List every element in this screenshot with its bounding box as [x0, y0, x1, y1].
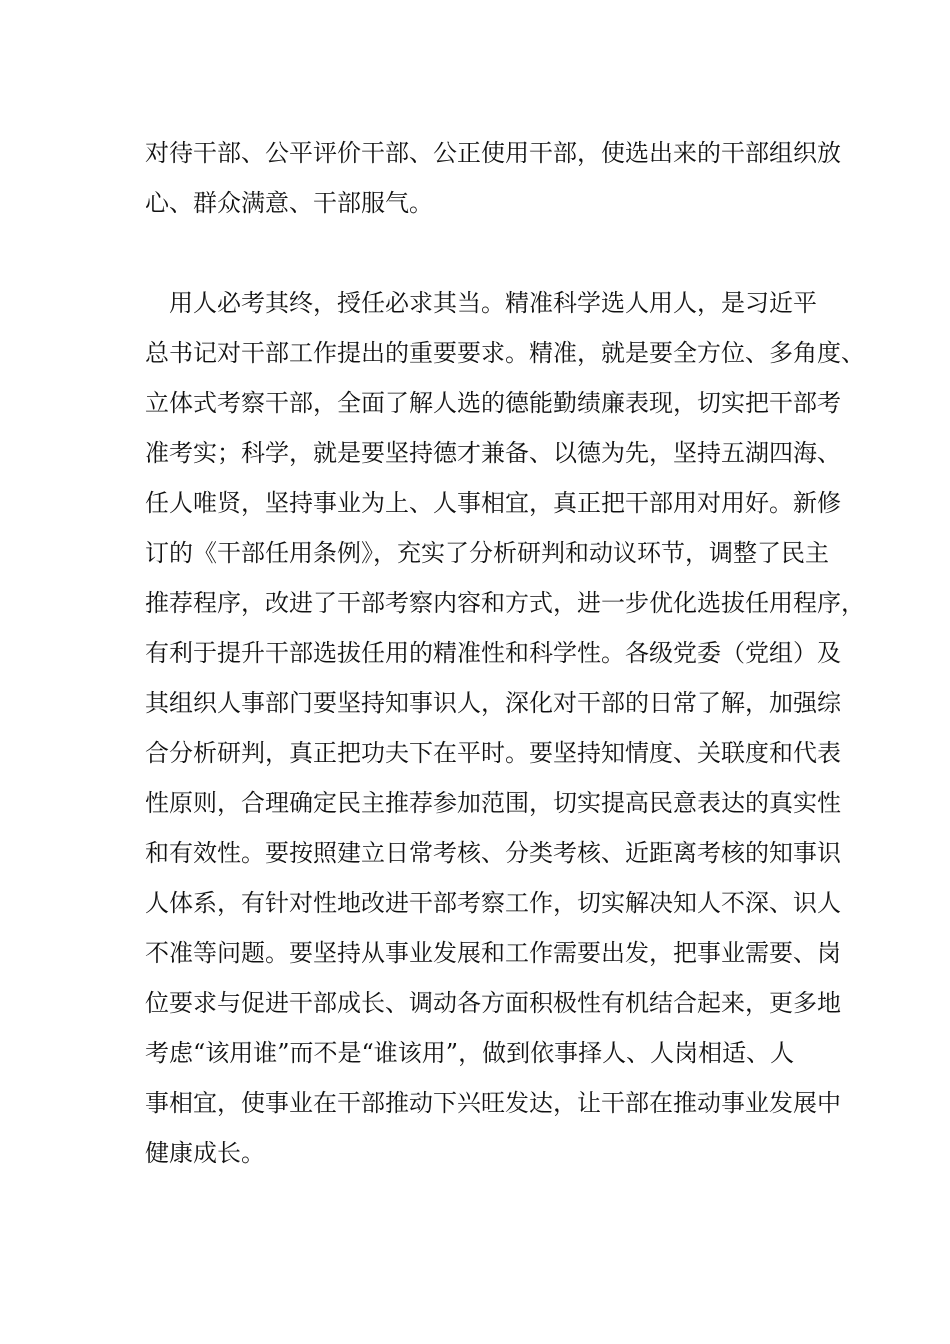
text-line: 不准等问题。要坚持从事业发展和工作需要出发，把事业需要、岗 — [145, 939, 841, 967]
text-line: 人体系，有针对性地改进干部考察工作，切实解决知人不深、识人 — [145, 889, 841, 917]
text-line: 和有效性。要按照建立日常考核、分类考核、近距离考核的知事识 — [145, 839, 841, 867]
text-line: 心、群众满意、干部服气。 — [145, 189, 433, 217]
text-line: 立体式考察干部，全面了解人选的德能勤绩廉表现，切实把干部考 — [145, 389, 841, 417]
text-line: 性原则，合理确定民主推荐参加范围，切实提高民意表达的真实性 — [145, 789, 841, 817]
text-line: 有利于提升干部选拔任用的精准性和科学性。各级党委（党组）及 — [145, 639, 841, 667]
text-line: 订的《干部任用条例》，充实了分析研判和动议环节，调整了民主 — [145, 539, 829, 567]
text-line: 其组织人事部门要坚持知事识人，深化对干部的日常了解，加强综 — [145, 689, 841, 717]
text-line: 合分析研判，真正把功夫下在平时。要坚持知情度、关联度和代表 — [145, 739, 841, 767]
text-line: 位要求与促进干部成长、调动各方面积极性有机结合起来，更多地 — [145, 989, 841, 1017]
text-line: 考虑“该用谁”而不是“谁该用”，做到依事择人、人岗相适、人 — [145, 1039, 795, 1067]
text-line: 准考实；科学，就是要坚持德才兼备、以德为先，坚持五湖四海、 — [145, 439, 841, 467]
text-line: 任人唯贤，坚持事业为上、人事相宜，真正把干部用对用好。新修 — [145, 489, 841, 517]
text-line: 对待干部、公平评价干部、公正使用干部，使选出来的干部组织放 — [145, 139, 841, 167]
text-line: 事相宜，使事业在干部推动下兴旺发达，让干部在推动事业发展中 — [145, 1089, 841, 1117]
text-line: 推荐程序，改进了干部考察内容和方式，进一步优化选拔任用程序， — [145, 589, 865, 617]
text-line: 用人必考其终，授任必求其当。精准科学选人用人，是习近平 — [145, 289, 817, 317]
text-line: 健康成长。 — [145, 1139, 265, 1167]
text-line: 总书记对干部工作提出的重要要求。精准，就是要全方位、多角度、 — [145, 339, 865, 367]
